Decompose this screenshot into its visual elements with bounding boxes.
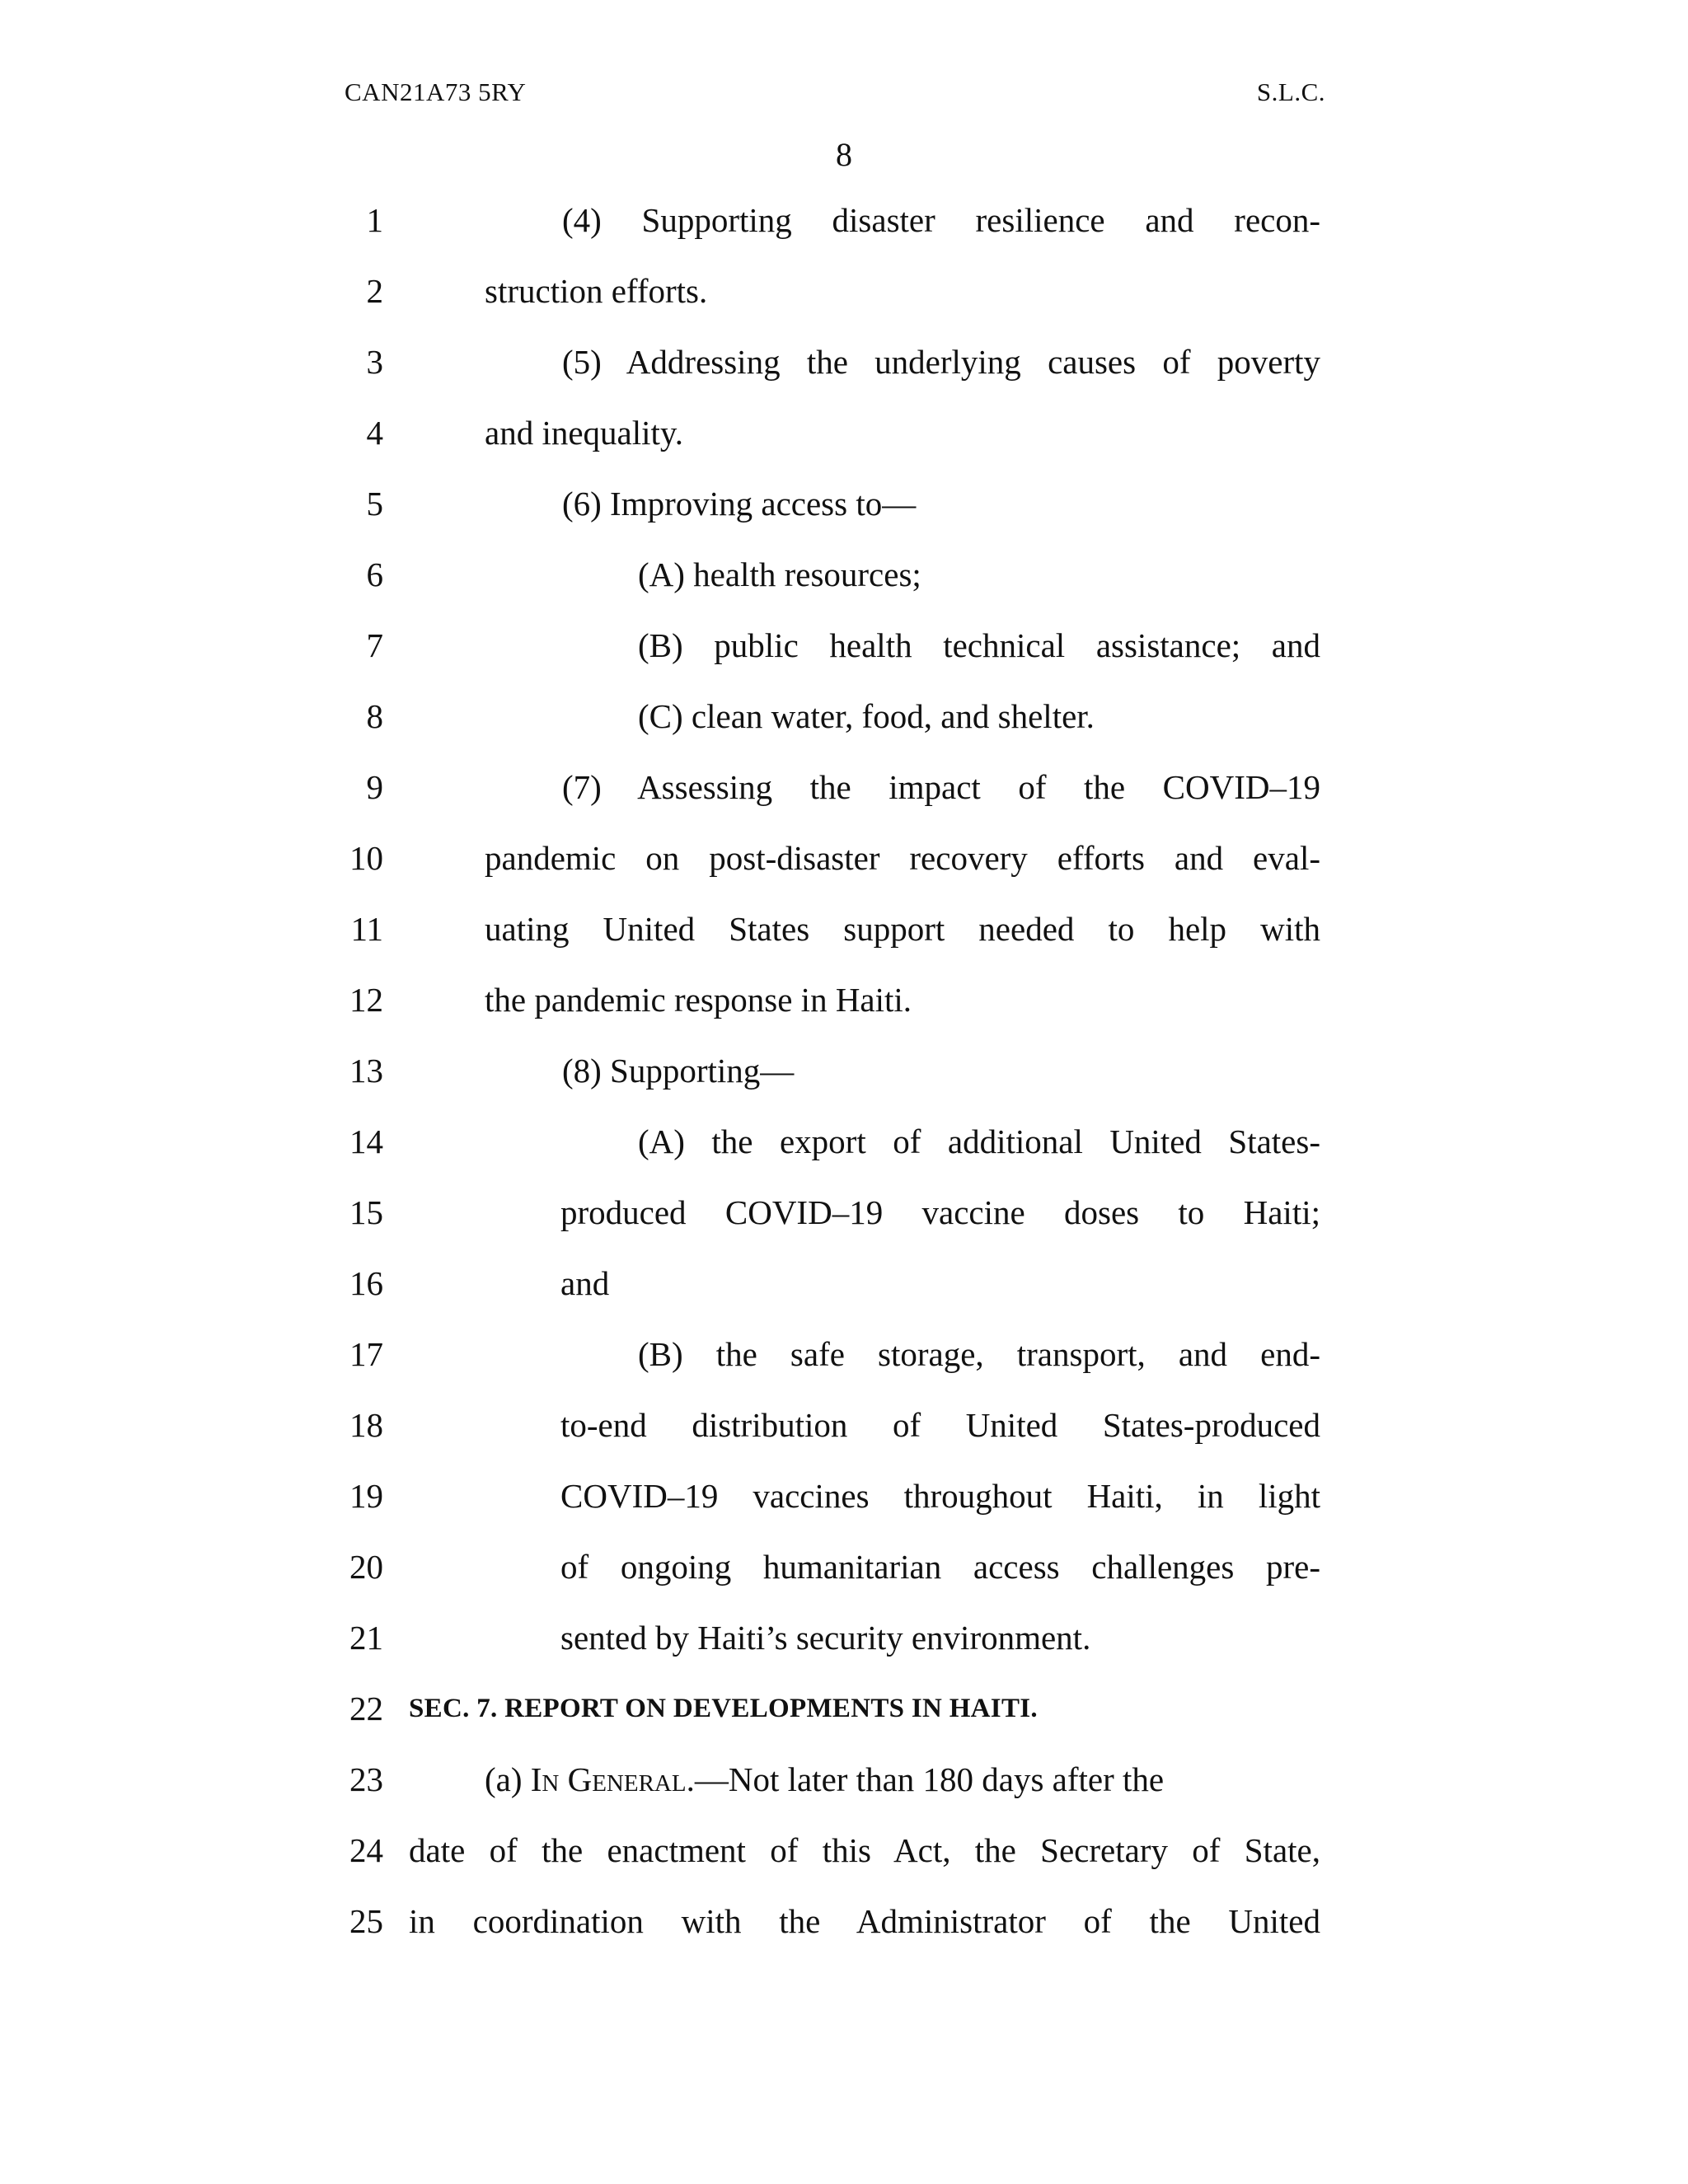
text-line	[0, 893, 1688, 964]
line-number: 19	[349, 1477, 383, 1515]
text-line	[0, 752, 1688, 823]
text-line	[0, 1248, 1688, 1319]
line-text: (A) the export of additional United States-	[638, 1122, 1320, 1160]
line-text: of ongoing humanitarian access challenges pre-	[560, 1548, 1320, 1586]
line-number: 25	[349, 1902, 383, 1940]
line-text: COVID–19 vaccines throughout Haiti, in light	[560, 1477, 1320, 1515]
line-number: 4	[366, 414, 383, 452]
text-line	[0, 326, 1688, 397]
line-text: (4) Supporting disaster resilience and recon-	[562, 201, 1320, 239]
text-line	[0, 1390, 1688, 1460]
text-line	[0, 1319, 1688, 1390]
text-line	[0, 823, 1688, 893]
subsection-text	[485, 1744, 1164, 1815]
text-line	[0, 539, 1688, 610]
line-number: 6	[366, 555, 383, 593]
line-text: produced COVID–19 vaccine doses to Haiti;	[560, 1193, 1320, 1231]
line-number: 24	[349, 1831, 383, 1869]
text-line	[0, 610, 1688, 681]
text-line	[0, 1035, 1688, 1106]
line-text: date of the enactment of this Act, the Secretary of State,	[409, 1831, 1320, 1869]
line-text	[485, 1744, 1320, 1815]
line-text: (6) Improving access to—	[562, 485, 917, 523]
line-number: 23	[349, 1760, 383, 1798]
line-number: 12	[349, 981, 383, 1019]
line-text: uating United States support needed to help with	[485, 910, 1320, 948]
line-text: (B) public health technical assistance; and	[638, 626, 1320, 664]
line-text: and inequality.	[485, 414, 683, 452]
line-number: 14	[349, 1122, 383, 1160]
line-number: 22	[349, 1690, 383, 1727]
text-line	[0, 1177, 1688, 1248]
subsection-label: (a)	[485, 1760, 531, 1798]
line-text: (5) Addressing the underlying causes of poverty	[562, 343, 1320, 381]
line-number: 18	[349, 1406, 383, 1444]
text-line	[0, 468, 1688, 539]
line-number: 9	[366, 768, 383, 806]
line-number: 17	[349, 1335, 383, 1373]
line-number: 1	[366, 201, 383, 239]
text-line	[0, 185, 1688, 255]
subsection-body: .—Not later than 180 days after the	[686, 1760, 1165, 1798]
text-line	[0, 1744, 1688, 1815]
line-text: and	[560, 1264, 610, 1302]
line-number: 15	[349, 1193, 383, 1231]
line-number: 7	[366, 626, 383, 664]
section-heading: SEC. 7. REPORT ON DEVELOPMENTS IN HAITI.	[409, 1694, 1038, 1723]
line-text: (B) the safe storage, transport, and end-	[638, 1335, 1320, 1373]
line-number: 3	[366, 343, 383, 381]
text-line	[0, 397, 1688, 468]
line-text: sented by Haiti’s security environment.	[560, 1619, 1091, 1657]
line-text: struction efforts.	[485, 272, 708, 310]
line-number: 8	[366, 697, 383, 735]
line-text: (7) Assessing the impact of the COVID–19	[562, 768, 1320, 806]
document-id: CAN21A73 5RY	[345, 77, 527, 106]
line-number: 13	[349, 1052, 383, 1090]
line-text: to-end distribution of United States-produced	[560, 1406, 1320, 1444]
text-line	[0, 1815, 1688, 1886]
line-number: 5	[366, 485, 383, 523]
line-number: 20	[349, 1548, 383, 1586]
line-text: in coordination with the Administrator of the United	[409, 1902, 1320, 1940]
line-number: 11	[350, 910, 383, 948]
line-number: 21	[349, 1619, 383, 1657]
text-line	[0, 681, 1688, 752]
text-line	[0, 1531, 1688, 1602]
office-code: S.L.C.	[1256, 77, 1325, 106]
text-line	[0, 255, 1688, 326]
line-number: 2	[366, 272, 383, 310]
line-text: (A) health resources;	[638, 555, 921, 593]
page-number: 8	[836, 136, 852, 173]
subsection-heading: In General	[530, 1760, 687, 1798]
line-text: the pandemic response in Haiti.	[485, 981, 912, 1019]
line-text: (C) clean water, food, and shelter.	[638, 697, 1095, 735]
text-line	[0, 1886, 1688, 1957]
line-text: pandemic on post-disaster recovery efforts and eval-	[485, 839, 1320, 877]
text-line	[0, 1106, 1688, 1177]
line-text: (8) Supporting—	[562, 1052, 795, 1090]
text-line	[0, 1460, 1688, 1531]
line-number: 10	[349, 839, 383, 877]
section-heading-line	[0, 1673, 1688, 1744]
text-line	[0, 1602, 1688, 1673]
text-line	[0, 964, 1688, 1035]
line-number: 16	[349, 1264, 383, 1302]
